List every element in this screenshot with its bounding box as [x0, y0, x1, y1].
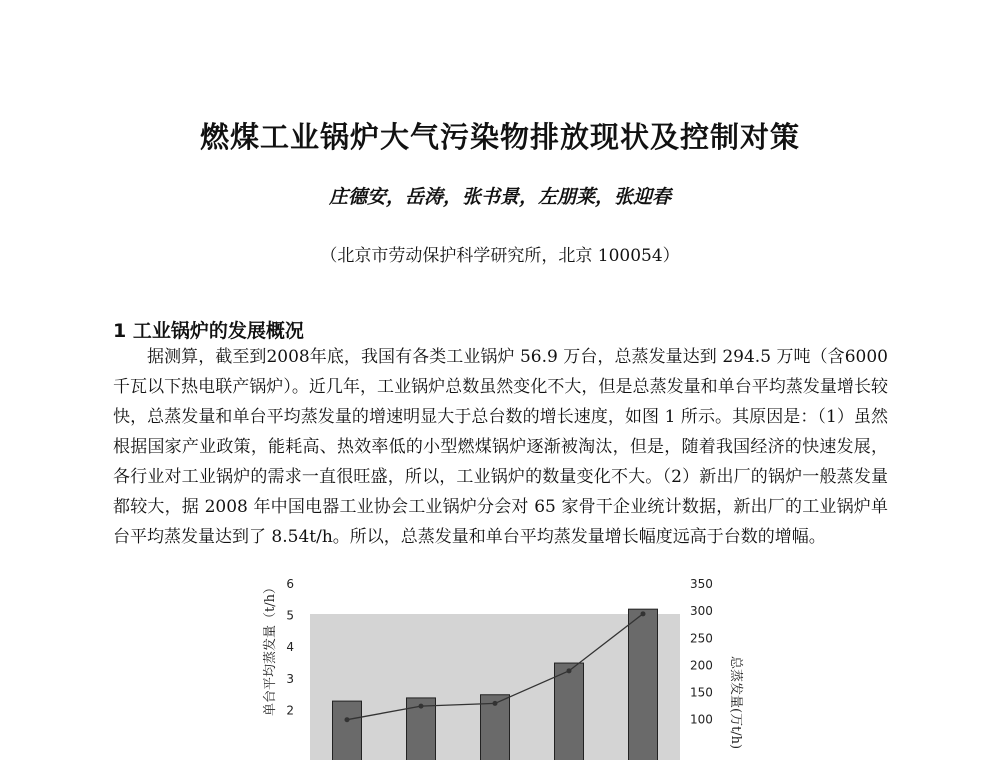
y2-tick-label: 150 [690, 685, 713, 700]
section-heading: 1 工业锅炉的发展概况 [113, 320, 304, 342]
y2-tick-label: 200 [690, 658, 713, 673]
line-point [419, 704, 424, 709]
bar [333, 701, 362, 760]
line-point [641, 611, 646, 616]
y2-tick-label: 350 [690, 576, 713, 591]
body-paragraph: 据测算，截至到2008年底，我国有各类工业锅炉 56.9 万台，总蒸发量达到 294.5 万吨（含6000 千瓦以下热电联产锅炉）。近几年，工业锅炉总数虽然变化不大，但是总蒸发量和单台平均蒸发量增长较快，总蒸发量和单台平均蒸发量的增速明显大于总台数的增长速度，如图 1 所示。其原因是：（1）虽然根据国家产业政策，能耗高、热效率低的小型燃煤锅炉逐渐被淘汰，但是，随着我国经济的快速发展，各行业对工业锅炉的需求一直很旺盛，所以，工业锅炉的数量变化不大。（2）新出厂的锅炉一般蒸发量都较大，据 2008 年中国电器工业协会工业锅炉分会对 65 家骨干企业统计数据，新出厂的工业锅炉单台平均蒸发量达到了 8.54t/h。所以，总蒸发量和单台平均蒸发量增长幅度远高于台数的增幅。 [113, 347, 888, 547]
y-axis-title: 单台平均蒸发量（t/h） [263, 581, 278, 716]
figure-1-chart [250, 576, 750, 760]
y-tick-label: 5 [286, 608, 294, 623]
line-point [493, 701, 498, 706]
y2-tick-label: 250 [690, 631, 713, 646]
bar [555, 663, 584, 760]
y-tick-label: 4 [286, 640, 294, 655]
paper-title: 燃煤工业锅炉大气污染物排放现状及控制对策 [199, 120, 800, 154]
line-point [345, 717, 350, 722]
chart-svg [250, 576, 750, 760]
y2-axis-title: 总蒸发量(万t/h) [728, 656, 743, 750]
y-tick-label: 6 [286, 576, 294, 591]
y2-tick-label: 300 [690, 604, 713, 619]
affiliation: （北京市劳动保护科学研究所，北京 100054） [320, 246, 680, 266]
line-point [567, 668, 572, 673]
y2-tick-label: 100 [690, 712, 713, 727]
bar [629, 609, 658, 760]
y-tick-label: 2 [286, 703, 294, 718]
y-tick-label: 3 [286, 671, 294, 686]
author-list: 庄德安，岳涛，张书景，左朋莱，张迎春 [328, 186, 671, 208]
